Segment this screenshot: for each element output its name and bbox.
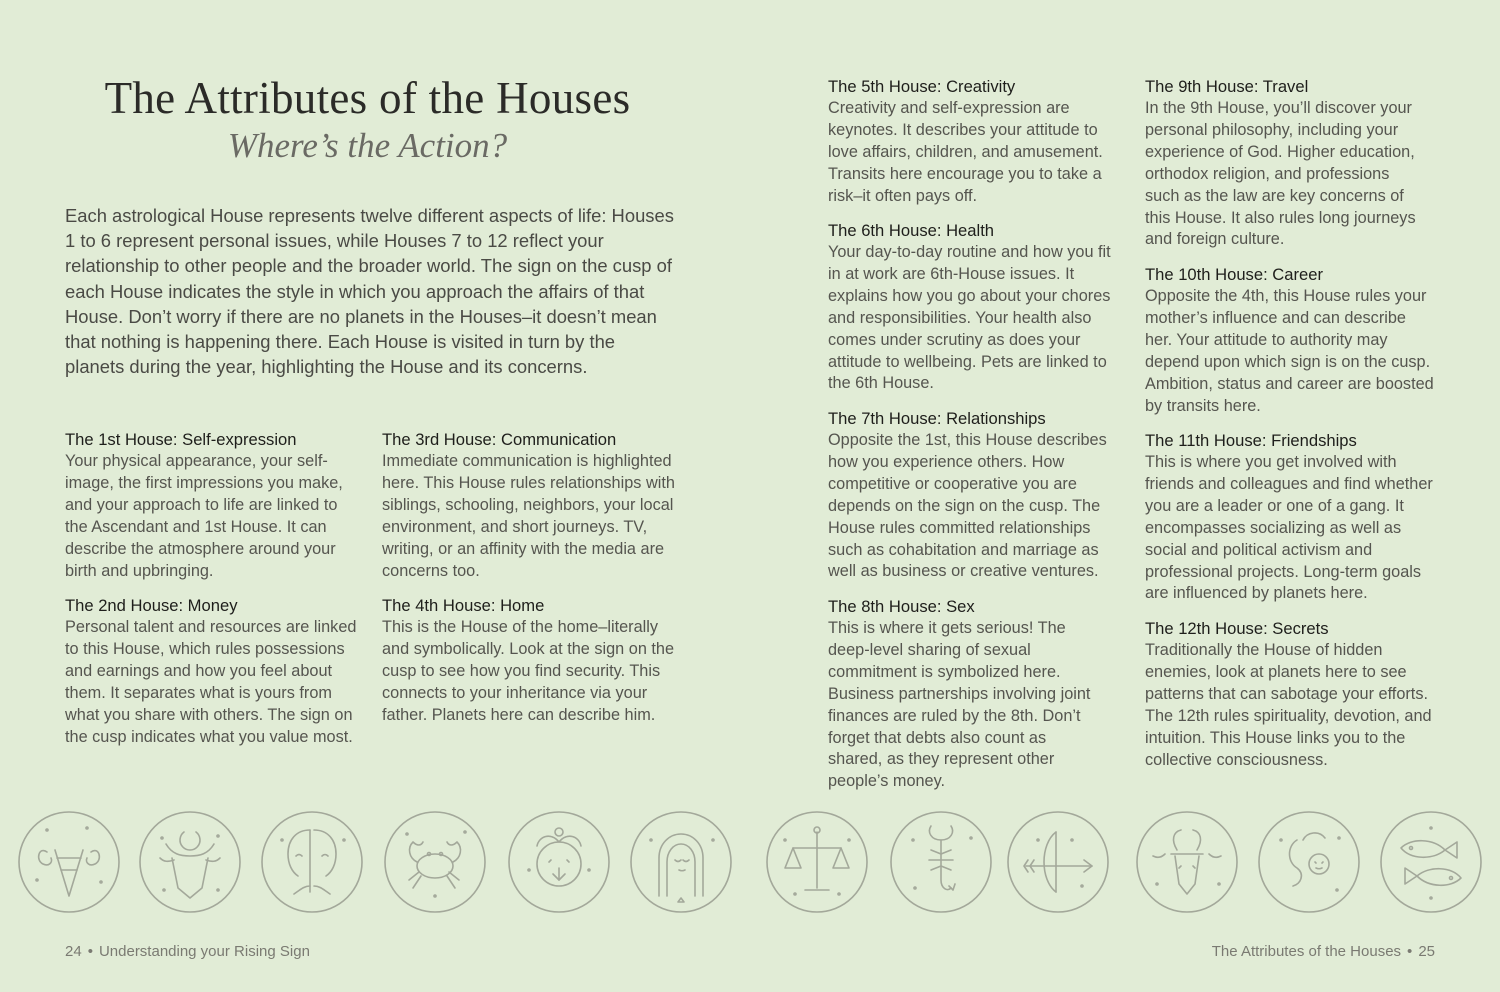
house-4-body: This is the House of the home–literally and symbolically. Look at the sign on the cusp to see how you find security. This connects to your inheritance via your father. Planets here can describe him.: [382, 618, 675, 724]
taurus-icon: [138, 810, 242, 914]
house-9-heading: The 9th House: Travel: [1145, 77, 1309, 96]
house-8-body: This is where it gets serious! The deep-level sharing of sexual commitment is symbolized here. Business partnerships involving joint finances are ruled by the 8th. Don’t forget that debts also count as shared, as they represent other people’s money.: [828, 619, 1091, 791]
libra-icon: [765, 810, 869, 914]
house-4-heading: The 4th House: Home: [382, 596, 545, 615]
house-6-heading: The 6th House: Health: [828, 221, 995, 240]
house-6-section: [828, 220, 1120, 395]
house-3-body: Immediate communication is highlighted here. This House rules relationships with siblings, schooling, neighbors, your local environment, and short journeys. TV, writing, or an affinity with the media are concerns too.: [382, 452, 675, 580]
intro-paragraph: Each astrological House represents twelve different aspects of life: Houses 1 to 6 represent personal issues, while Houses 7 to 12 reflect your relationship to other people and the broader world. The sign on the cusp of each House indicates the style in which you approach the affairs of that House. Don’t worry if there are no planets in the Houses–it doesn’t mean that nothing is happening there. Each House is visited in turn by the planets during the year, highlighting the House and its concerns.: [65, 205, 674, 378]
page-subtitle: Where’s the Action?: [227, 126, 508, 165]
house-3-heading: The 3rd House: Communication: [382, 430, 617, 449]
house-7-body: Opposite the 1st, this House describes how you experience others. How competitive or cooperative you are depends on the sign on the cusp. The House rules committed relationships such as cohabitation and marriage as well as business or creative ventures.: [828, 431, 1107, 581]
house-1-section: [65, 429, 357, 582]
house-3-section: [382, 429, 677, 582]
virgo-icon: [629, 810, 733, 914]
house-2-body: Personal talent and resources are linked to this House, which rules possessions and earnings and how you feel about them. It separates what is yours from what you share with others. The sign on the cusp indicates what you value most.: [65, 618, 357, 746]
right-page-number: 25: [1418, 943, 1435, 960]
house-1-heading: The 1st House: Self-expression: [65, 430, 297, 449]
house-5-heading: The 5th House: Creativity: [828, 77, 1016, 96]
footer-separator: •: [87, 943, 93, 960]
house-7-section: [828, 408, 1120, 583]
house-11-body: This is where you get involved with friends and colleagues and find whether you are a leader or one of a gang. It encompasses socializing as well as social and political activism and professional projects. Long-term goals are influenced by planets here.: [1145, 453, 1433, 603]
house-2-section: [65, 595, 357, 748]
cancer-icon: [383, 810, 487, 914]
house-11-heading: The 11th House: Friendships: [1145, 431, 1357, 450]
house-2-heading: The 2nd House: Money: [65, 596, 238, 615]
house-8-section: [828, 596, 1103, 793]
footer-right: [1212, 943, 1435, 960]
house-6-body: Your day-to-day routine and how you fit in at work are 6th-House issues. It explains how you go about your chores and responsibilities. Your health also comes under scrutiny as does your attitude to wellbeing. Pets are linked to the 6th House.: [828, 243, 1111, 393]
house-12-section: [1145, 618, 1437, 771]
house-10-section: [1145, 264, 1437, 417]
house-9-body: In the 9th House, you’ll discover your personal philosophy, including your experience of God. Higher education, orthodox religion, and professions such as the law are key concerns of this House. It also rules long journeys and foreign culture.: [1145, 99, 1416, 249]
house-10-heading: The 10th House: Career: [1145, 265, 1324, 284]
house-5-section: [828, 76, 1120, 208]
gemini-icon: [260, 810, 364, 914]
page-title: The Attributes of the Houses: [104, 73, 631, 123]
footer-separator: •: [1407, 943, 1413, 960]
house-9-section: [1145, 76, 1427, 251]
zodiac-icon-row: [0, 810, 1500, 920]
leo-icon: [507, 810, 611, 914]
sagittarius-icon: [1006, 810, 1110, 914]
pisces-icon: [1379, 810, 1483, 914]
house-4-section: [382, 595, 677, 727]
scorpio-icon: [889, 810, 993, 914]
house-5-body: Creativity and self-expression are keynotes. It describes your attitude to love affairs, children, and amusement. Transits here encourage you to take a risk–it often pays off.: [828, 99, 1103, 205]
aquarius-icon: [1257, 810, 1361, 914]
house-7-heading: The 7th House: Relationships: [828, 409, 1046, 428]
left-page-number: 24: [65, 943, 82, 960]
right-running-title: The Attributes of the Houses: [1211, 943, 1402, 960]
house-1-body: Your physical appearance, your self-image, the first impressions you make, and your approach to life are linked to the Ascendant and 1st House. It can describe the atmosphere around your birth and upbringing.: [65, 452, 343, 580]
capricorn-icon: [1135, 810, 1239, 914]
house-8-heading: The 8th House: Sex: [828, 597, 975, 616]
house-12-heading: The 12th House: Secrets: [1145, 619, 1329, 638]
house-10-body: Opposite the 4th, this House rules your mother’s influence and can describe her. Your attitude to authority may depend upon which sign is on the cusp. Ambition, status and career are boosted by transits here.: [1145, 287, 1434, 415]
footer-left: [65, 943, 310, 960]
house-11-section: [1145, 430, 1437, 605]
left-running-title: Understanding your Rising Sign: [98, 943, 310, 960]
aries-icon: [17, 810, 121, 914]
house-12-body: Traditionally the House of hidden enemies, look at planets here to see patterns that can sabotage your efforts. The 12th rules spirituality, devotion, and intuition. This House links you to the collective consciousness.: [1145, 641, 1432, 769]
